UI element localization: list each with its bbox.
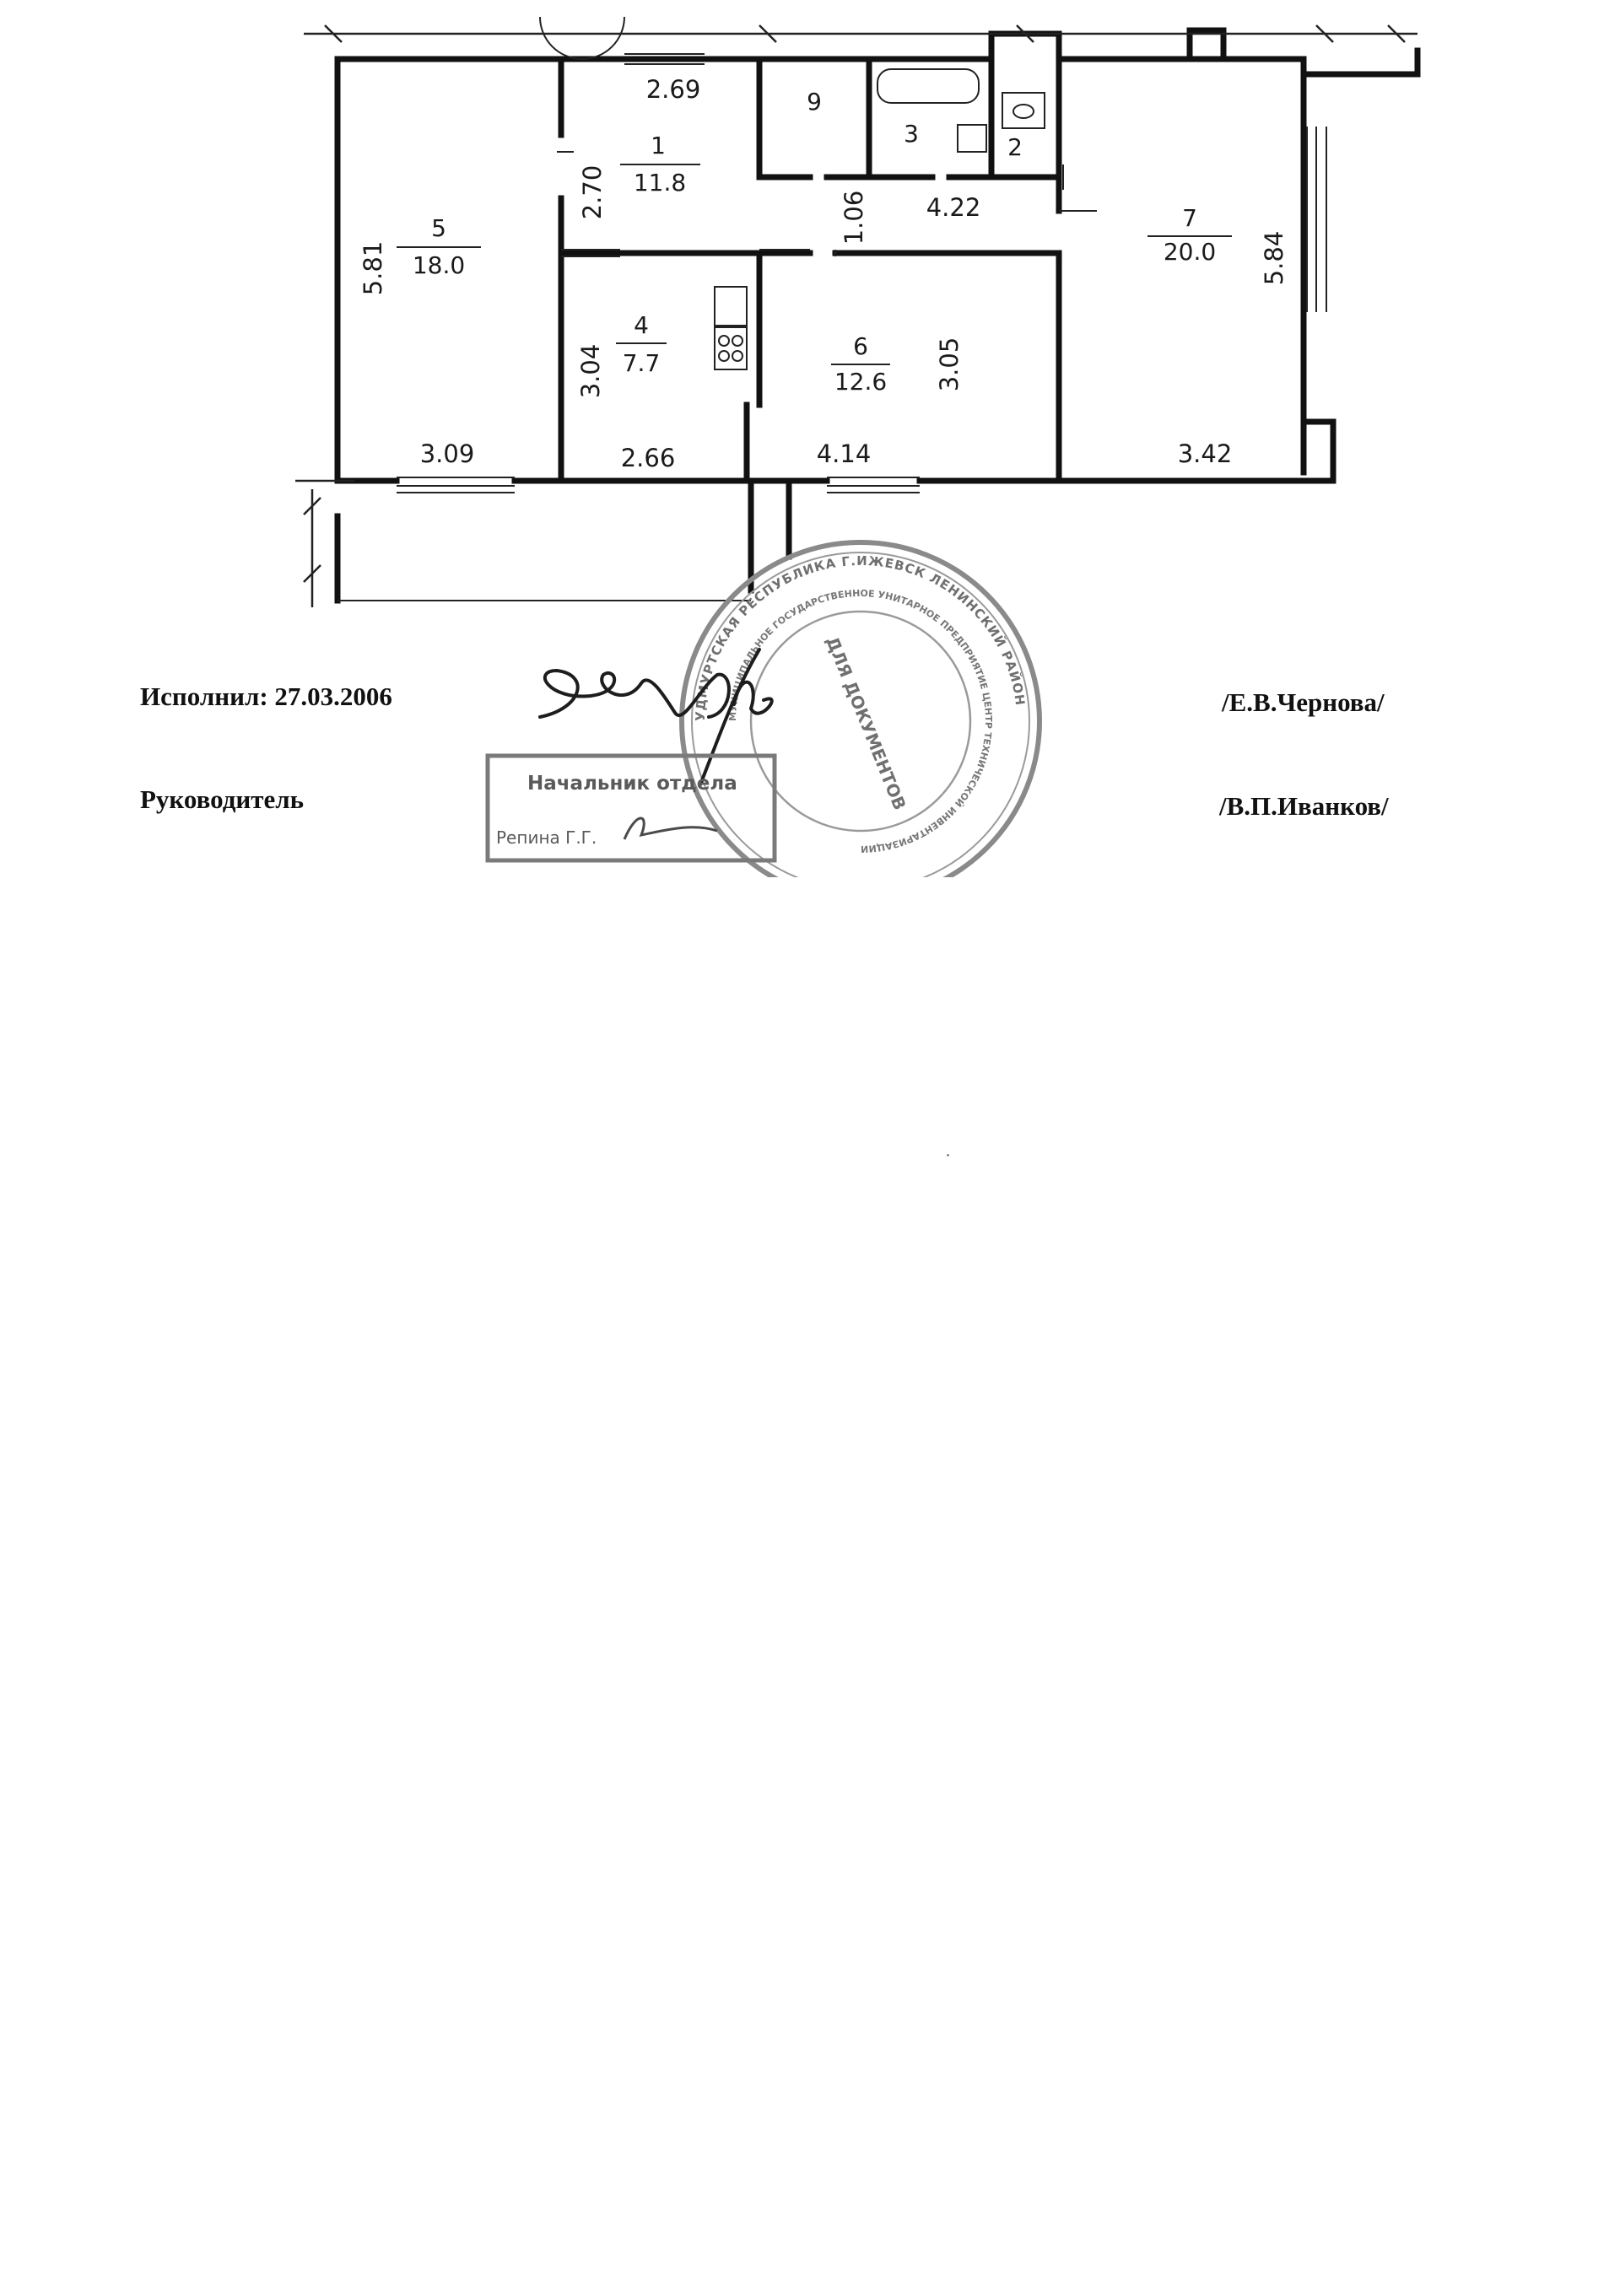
floor-plan	[0, 0, 1620, 877]
room-3-number: 3	[904, 120, 919, 148]
dim-3-09: 3.09	[419, 439, 475, 468]
executed-label: Исполнил: 27.03.2006	[140, 682, 392, 711]
dim-2-66: 2.66	[620, 444, 676, 472]
dim-2-70: 2.70	[578, 164, 607, 220]
room-1-area: 11.8	[633, 169, 687, 197]
plan-dim-ticks	[295, 25, 1418, 607]
dim-3-04: 3.04	[576, 343, 605, 399]
round-stamp-inner-text: МУНИЦИПАЛЬНОЕ ГОСУДАРСТВЕННОЕ УНИТАРНОЕ ПРЕДПРИЯТИЕ ЦЕНТР ТЕХНИЧЕСКОЙ ИНВЕНТАРИЗАЦИИ	[726, 587, 995, 855]
room-5-number: 5	[431, 214, 446, 242]
room-9-number: 9	[807, 88, 822, 116]
room-4-area: 7.7	[622, 349, 661, 377]
room-6-number: 6	[853, 332, 868, 360]
dim-2-69: 2.69	[645, 75, 701, 104]
rect-stamp-name: Репина Г.Г.	[496, 827, 597, 848]
scan-speck	[947, 1154, 949, 1156]
room-6-area: 12.6	[834, 368, 888, 396]
rect-stamp-title: Начальник отдела	[527, 773, 737, 795]
plan-walls	[338, 30, 1418, 601]
round-stamp	[682, 542, 1040, 877]
dim-5-84: 5.84	[1260, 230, 1288, 286]
executed-name: /Е.В.Чернова/	[1222, 687, 1385, 717]
head-label: Руководитель	[140, 784, 305, 814]
dim-3-05: 3.05	[935, 337, 964, 392]
dim-4-14: 4.14	[816, 439, 872, 468]
dim-1-06: 1.06	[840, 190, 868, 245]
rect-stamp-signature	[624, 818, 717, 839]
round-stamp-center-text: ДЛЯ ДОКУМЕНТОВ	[822, 633, 910, 813]
round-stamp-outer-text: УДМУРТСКАЯ РЕСПУБЛИКА Г.ИЖЕВСК ЛЕНИНСКИЙ РАЙОН	[692, 552, 1029, 722]
room-2-number: 2	[1007, 133, 1023, 161]
room-5-area: 18.0	[412, 251, 466, 279]
head-name: /В.П.Иванков/	[1219, 791, 1389, 821]
dimension-labels	[359, 75, 1288, 472]
room-1-number: 1	[651, 132, 666, 159]
dim-5-81: 5.81	[359, 240, 387, 296]
dim-3-42: 3.42	[1177, 439, 1233, 468]
dim-4-22: 4.22	[926, 193, 981, 222]
plan-thin-lines	[338, 17, 1326, 601]
room-4-number: 4	[634, 311, 649, 339]
room-labels	[397, 88, 1232, 396]
room-7-area: 20.0	[1163, 238, 1217, 266]
room-7-number: 7	[1182, 204, 1197, 232]
